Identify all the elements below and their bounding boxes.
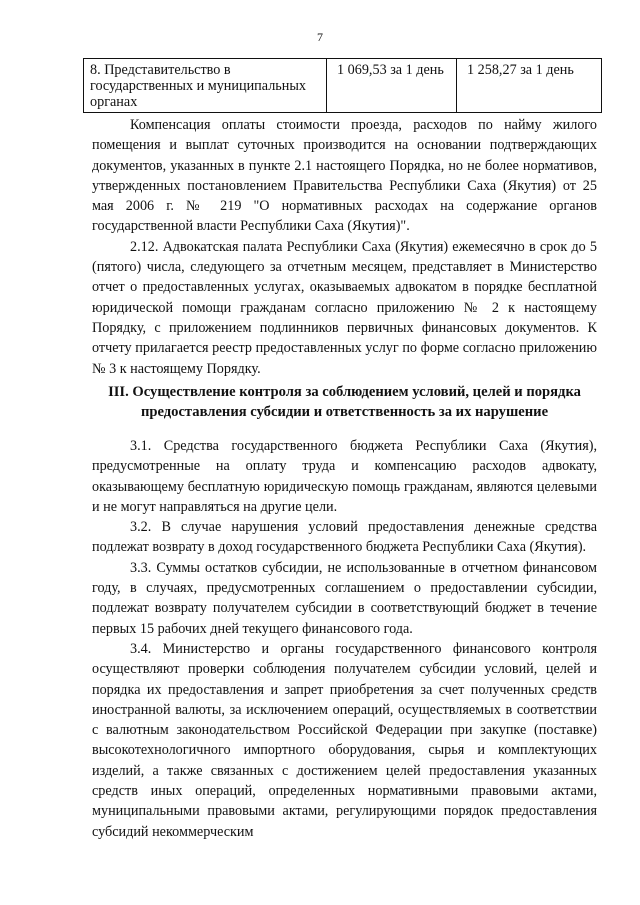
text-block-section-3 <box>92 436 597 842</box>
paragraph-3-4: 3.4. Министерство и органы государственного финансового контроля осуществляют проверки соблюдения получателем субсидии условий, целей и порядка их предоставления и запрет приобретения за счет полученных средств иностранной валюты, за исключением операций, осуществляемых в соответствии с валютным законодательством Российской Федерации при закупке (поставке) высокотехнологичного импортного оборудования, сырья и комплектующих изделий, а также связанных с достижением целей предоставления указанных средств иных операций, определенных нормативными правовыми актами, муниципальными правовыми актами, регулирующими порядок предоставления субсидий некоммерческим <box>92 640 597 840</box>
section-heading-line-1: III. Осуществление контроля за соблюдением условий, целей и порядка <box>108 384 581 400</box>
table-row <box>84 59 602 113</box>
service-name-cell: 8. Представительство в государственных и муниципальных органах <box>84 59 327 113</box>
paragraph-3-2: 3.2. В случае нарушения условий предоставления денежные средства подлежат возврату в доход государственного бюджета Республики Саха (Якутия). <box>92 519 597 556</box>
paragraph-2-12: 2.12. Адвокатская палата Республики Саха (Якутия) ежемесячно в срок до 5 (пятого) числа, следующего за отчетным месяцем, представляет в Министерство отчет о предоставленных услугах, оказываемых адвокатом в порядке бесплатной юридической помощи гражданам согласно приложению № 2 к настоящему Порядку, с приложением подлинников первичных финансовых документов. К отчету прилагается реестр предоставленных услуг по форме согласно приложению № 3 к настоящему Порядку. <box>92 238 597 377</box>
section-heading <box>92 382 597 422</box>
rates-table <box>83 58 602 113</box>
paragraph-compensation: Компенсация оплаты стоимости проезда, расходов по найму жилого помещения и выплат суточных производится на основании подтверждающих документов, указанных в пункте 2.1 настоящего Порядка, но не более нормативов, утвержденных постановлением Правительства Республики Саха (Якутия) от 25 мая 2006 г. № 219 "О нормативных расходах на содержание органов государственной власти Республики Саха (Якутия)". <box>92 117 597 235</box>
paragraph-3-3: 3.3. Суммы остатков субсидии, не использованные в отчетном финансовом году, в случаях, предусмотренных соглашением о предоставлении субсидии, подлежат возврату получателем субсидии в соответствующий бюджет в течение первых 15 рабочих дней текущего финансового года. <box>92 559 597 637</box>
section-heading-line-2: предоставления субсидии и ответственность за их нарушение <box>140 404 549 420</box>
page-number: 7 <box>317 30 323 44</box>
rate-cell-1: 1 069,53 за 1 день <box>327 59 457 113</box>
paragraph-3-1: 3.1. Средства государственного бюджета Республики Саха (Якутия), предусмотренные на оплату труда и компенсацию расходов адвокату, оказывающему бесплатную юридическую помощь гражданам, являются целевыми и не могут направляться на другие цели. <box>92 438 597 515</box>
text-block-top <box>92 115 597 379</box>
rate-cell-2: 1 258,27 за 1 день <box>457 59 602 113</box>
